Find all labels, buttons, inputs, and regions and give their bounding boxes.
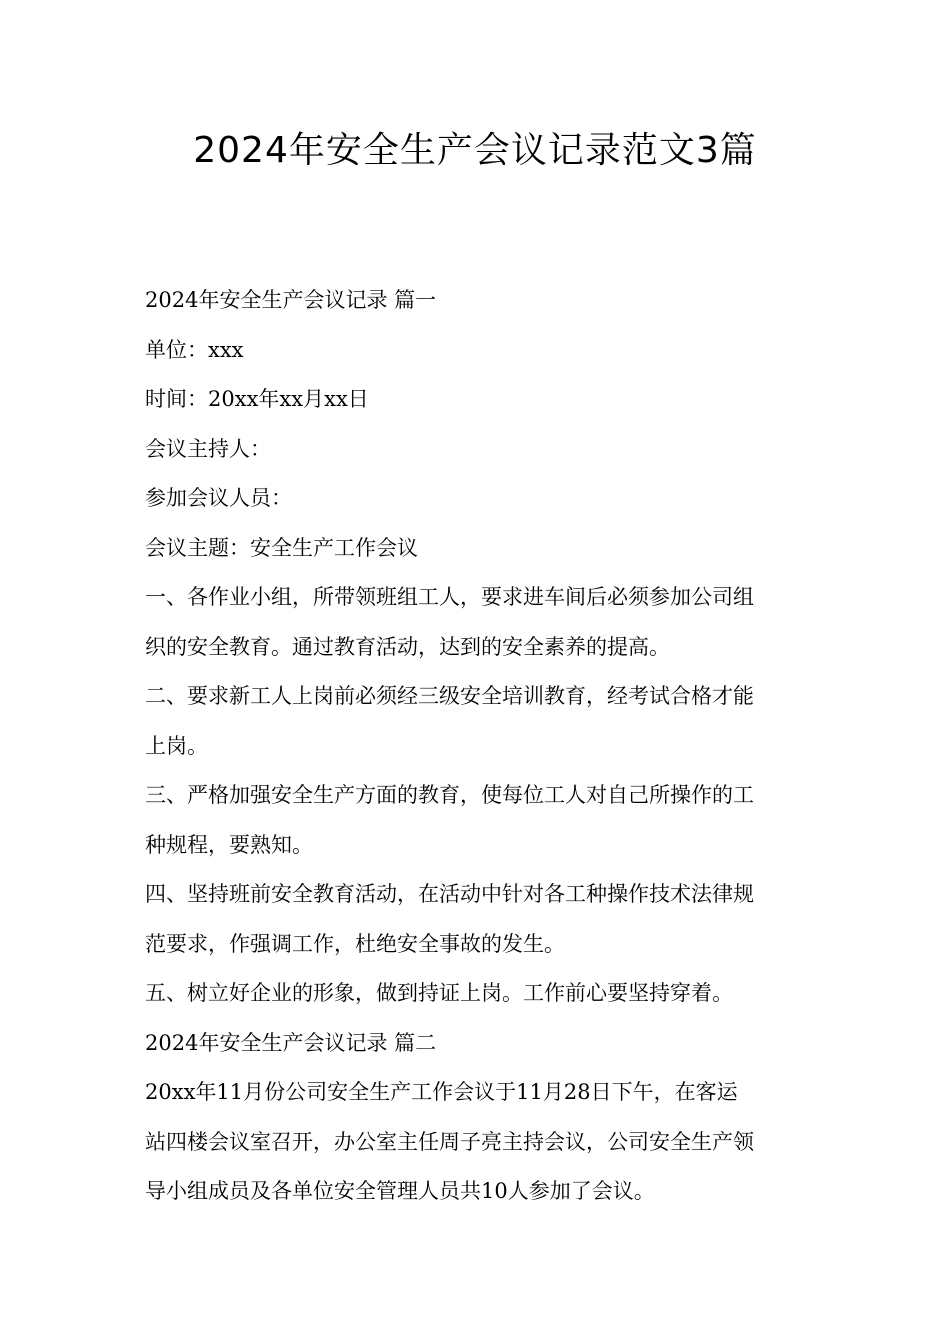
- text-line: 二、要求新工人上岗前必须经三级安全培训教育，经考试合格才能: [145, 684, 754, 708]
- text-line: 四、坚持班前安全教育活动，在活动中针对各工种操作技术法律规: [145, 882, 754, 906]
- section-heading-2: 2024年安全生产会议记录 篇二: [145, 1031, 437, 1055]
- text-line: 三、严格加强安全生产方面的教育，使每位工人对自己所操作的工: [145, 783, 754, 807]
- text-line: 参加会议人员：: [145, 486, 292, 510]
- text-line: 会议主持人：: [145, 437, 271, 461]
- text-line: 五、树立好企业的形象，做到持证上岗。工作前心要坚持穿着。: [145, 981, 733, 1005]
- text-line: 上岗。: [145, 734, 208, 758]
- text-line: 时间：20xx年xx月xx日: [145, 387, 369, 411]
- text-line: 会议主题：安全生产工作会议: [145, 536, 418, 560]
- text-line: 站四楼会议室召开，办公室主任周子亮主持会议，公司安全生产领: [145, 1130, 754, 1154]
- page-title: 2024年安全生产会议记录范文3篇: [193, 130, 757, 171]
- text-line: 单位：xxx: [145, 338, 244, 362]
- text-line: 一、各作业小组，所带领班组工人，要求进车间后必须参加公司组: [145, 585, 754, 609]
- text-line: 20xx年11月份公司安全生产工作会议于11月28日下午，在客运: [145, 1080, 738, 1104]
- section-heading-1: 2024年安全生产会议记录 篇一: [145, 288, 437, 312]
- text-line: 范要求，作强调工作，杜绝安全事故的发生。: [145, 932, 565, 956]
- text-line: 导小组成员及各单位安全管理人员共10人参加了会议。: [145, 1179, 655, 1203]
- text-line: 织的安全教育。通过教育活动，达到的安全素养的提高。: [145, 635, 670, 659]
- text-line: 种规程，要熟知。: [145, 833, 313, 857]
